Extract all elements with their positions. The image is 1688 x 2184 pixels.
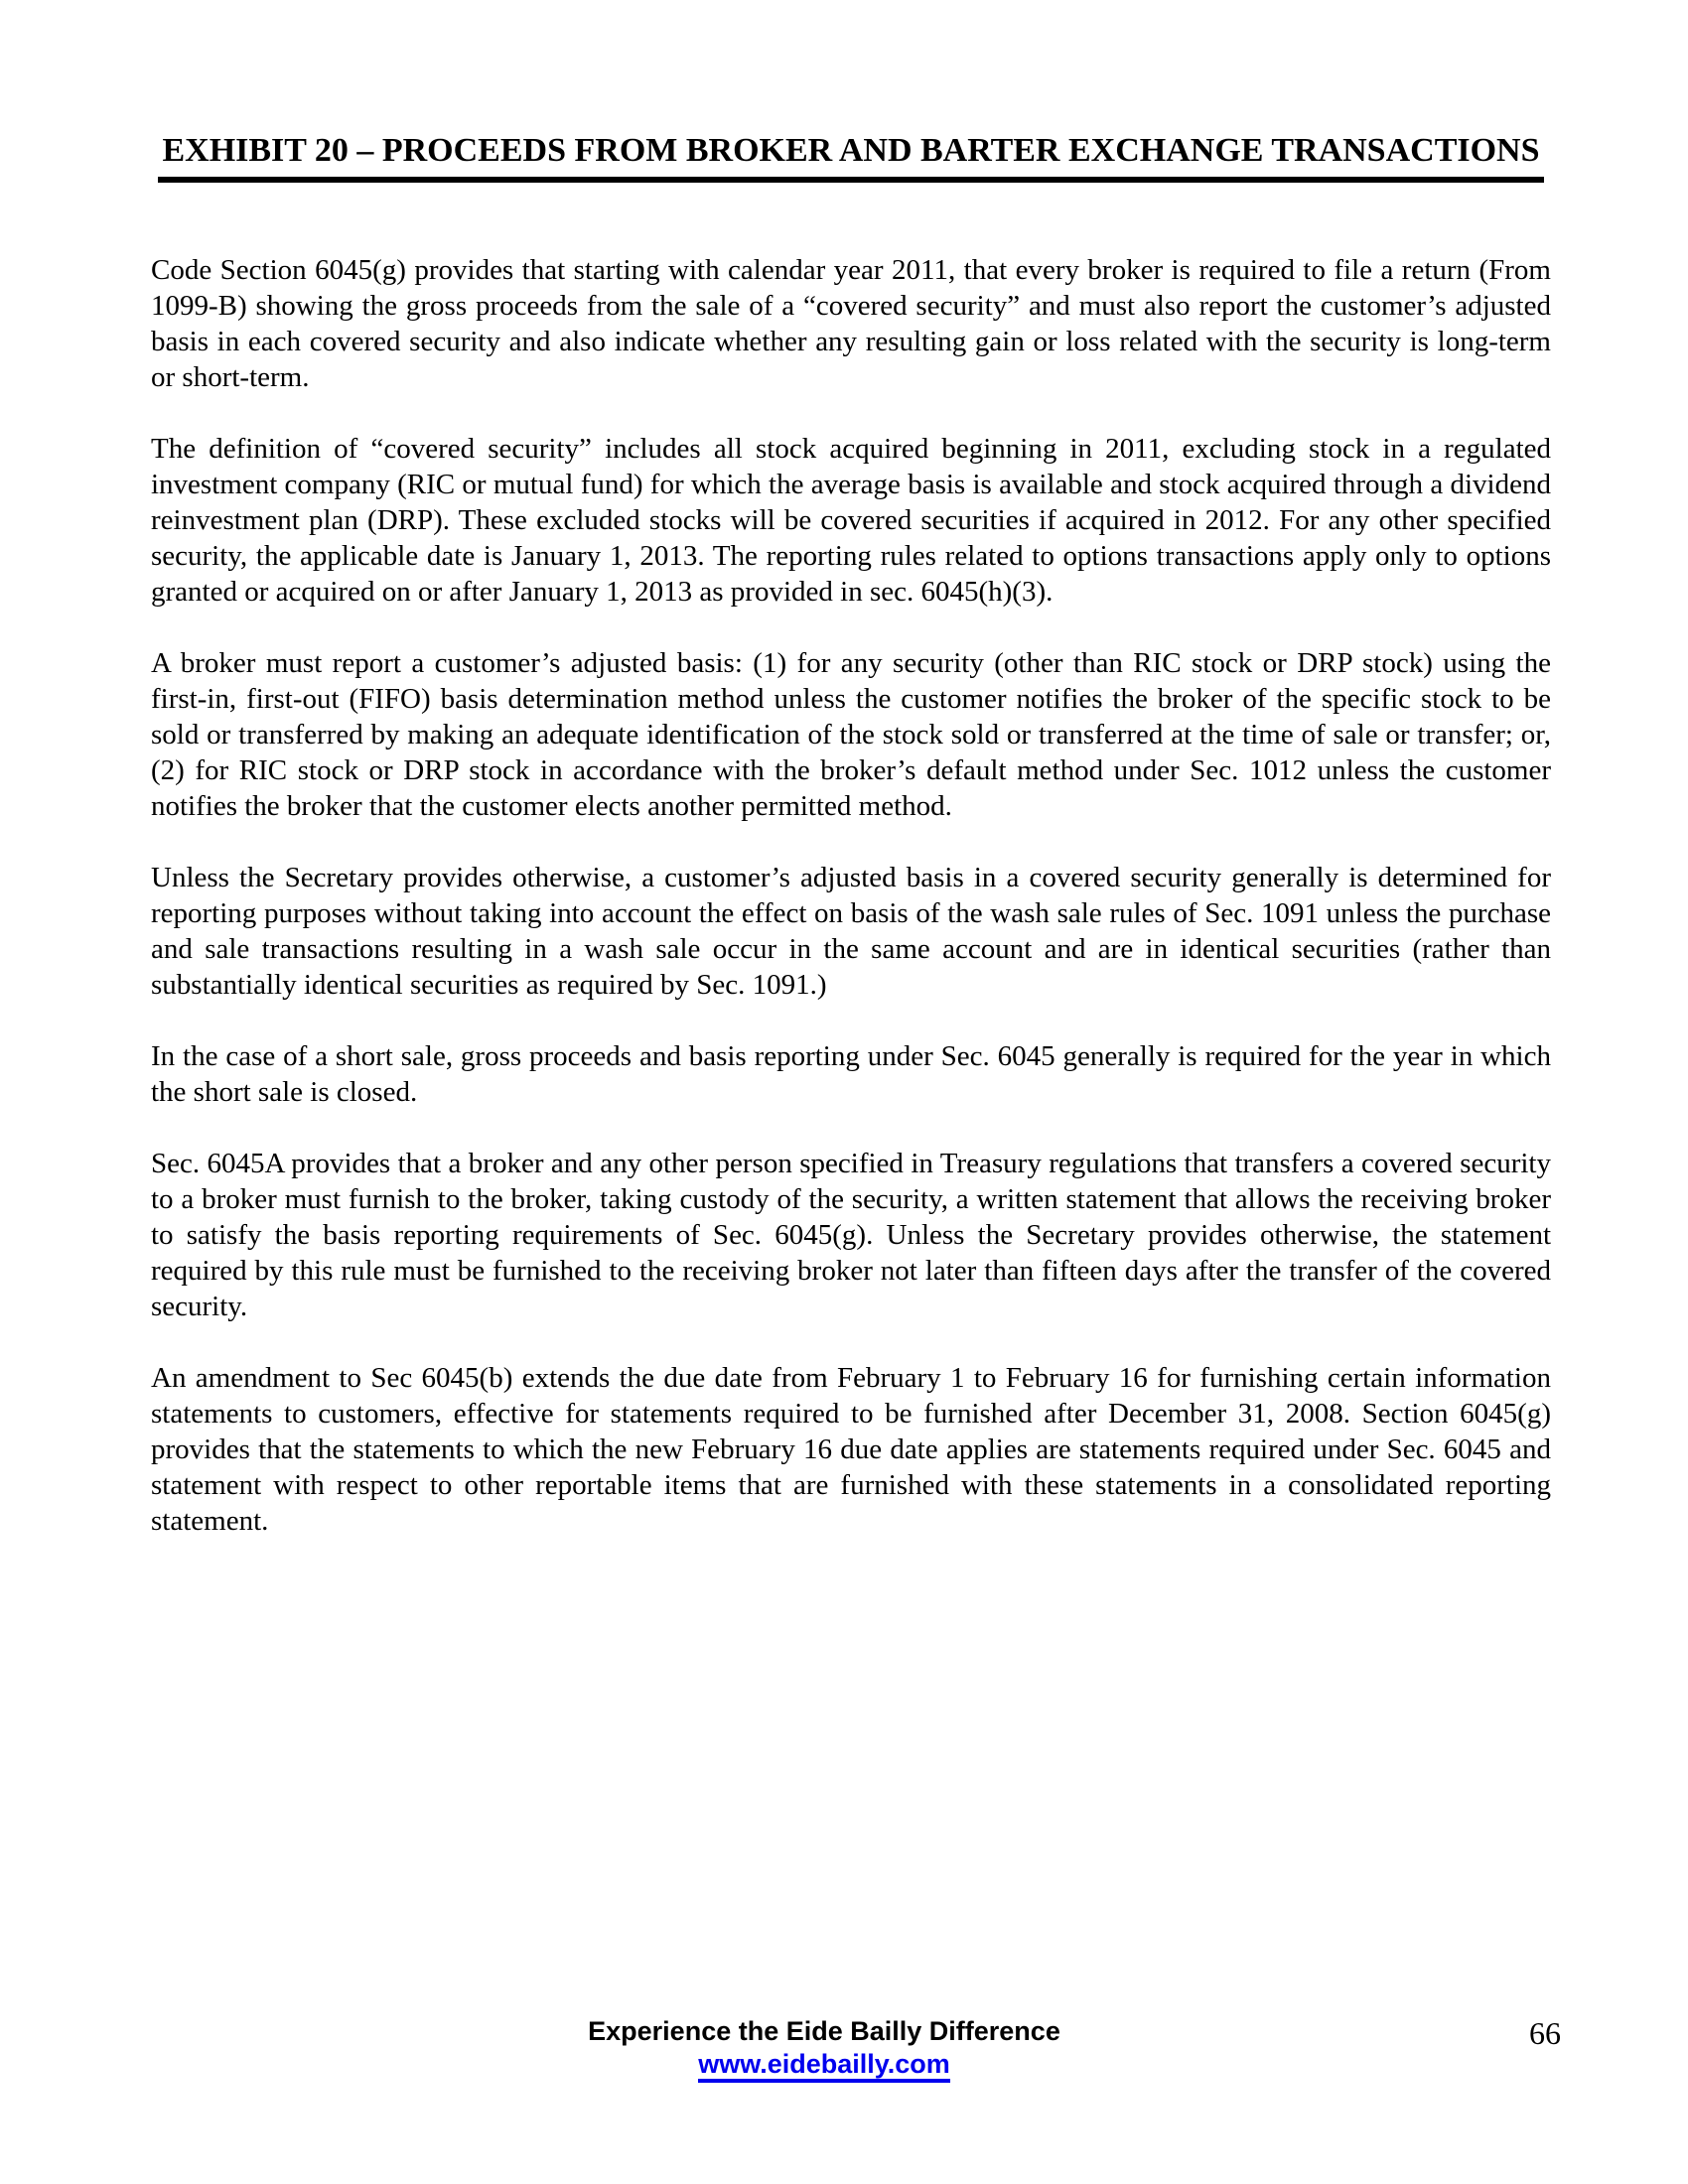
- paragraph: The definition of “covered security” includes all stock acquired beginning in 2011, excluding stock in a regulated investment company (RIC or mutual fund) for which the average basis is available and stock acquired through a dividend reinvestment plan (DRP). These excluded stocks will be covered securities if acquired in 2012. For any other specified security, the applicable date is January 1, 2013. The reporting rules related to options transactions apply only to options granted or acquired on or after January 1, 2013 as provided in sec. 6045(h)(3).: [151, 433, 1551, 608]
- paragraph: Sec. 6045A provides that a broker and any other person specified in Treasury regulations that transfers a covered security to a broker must furnish to the broker, taking custody of the security, a written statement that allows the receiving broker to satisfy the basis reporting requirements of Sec. 6045(g). Unless the Secretary provides otherwise, the statement required by this rule must be furnished to the receiving broker not later than fifteen days after the transfer of the covered security.: [151, 1148, 1551, 1322]
- page-number: 66: [1529, 2015, 1561, 2051]
- document-content: [151, 129, 1551, 1574]
- page-title-text: EXHIBIT 20 – PROCEEDS FROM BROKER AND BARTER EXCHANGE TRANSACTIONS: [158, 129, 1543, 183]
- footer-tagline: Experience the Eide Bailly Difference: [588, 2016, 1060, 2046]
- paragraph: Code Section 6045(g) provides that starting with calendar year 2011, that every broker is required to file a return (From 1099-B) showing the gross proceeds from the sale of a “covered security” and must also report the customer’s adjusted basis in each covered security and also indicate whether any resulting gain or loss related with the security is long-term or short-term.: [151, 254, 1551, 393]
- paragraph: An amendment to Sec 6045(b) extends the due date from February 1 to February 16 for furnishing certain information statements to customers, effective for statements required to be furnished after December 31, 2008. Section 6045(g) provides that the statements to which the new February 16 due date applies are statements required under Sec. 6045 and statement with respect to other reportable items that are furnished with these statements in a consolidated reporting statement.: [151, 1362, 1551, 1537]
- paragraph: A broker must report a customer’s adjusted basis: (1) for any security (other than RIC stock or DRP stock) using the first-in, first-out (FIFO) basis determination method unless the customer notifies the broker of the specific stock to be sold or transferred by making an adequate identification of the stock sold or transferred at the time of sale or transfer; or, (2) for RIC stock or DRP stock in accordance with the broker’s default method under Sec. 1012 unless the customer notifies the broker that the customer elects another permitted method.: [151, 647, 1551, 822]
- footer-link[interactable]: www.eidebailly.com: [698, 2049, 950, 2083]
- page-footer: [0, 2015, 1648, 2083]
- paragraph: Unless the Secretary provides otherwise, a customer’s adjusted basis in a covered security generally is determined for reporting purposes without taking into account the effect on basis of the wash sale rules of Sec. 1091 unless the purchase and sale transactions resulting in a wash sale occur in the same account and are in identical securities (rather than substantially identical securities as required by Sec. 1091.): [151, 862, 1551, 1001]
- page-title: [151, 129, 1551, 183]
- document-body: [151, 252, 1551, 1539]
- paragraph: In the case of a short sale, gross proceeds and basis reporting under Sec. 6045 generally is required for the year in which the short sale is closed.: [151, 1040, 1551, 1108]
